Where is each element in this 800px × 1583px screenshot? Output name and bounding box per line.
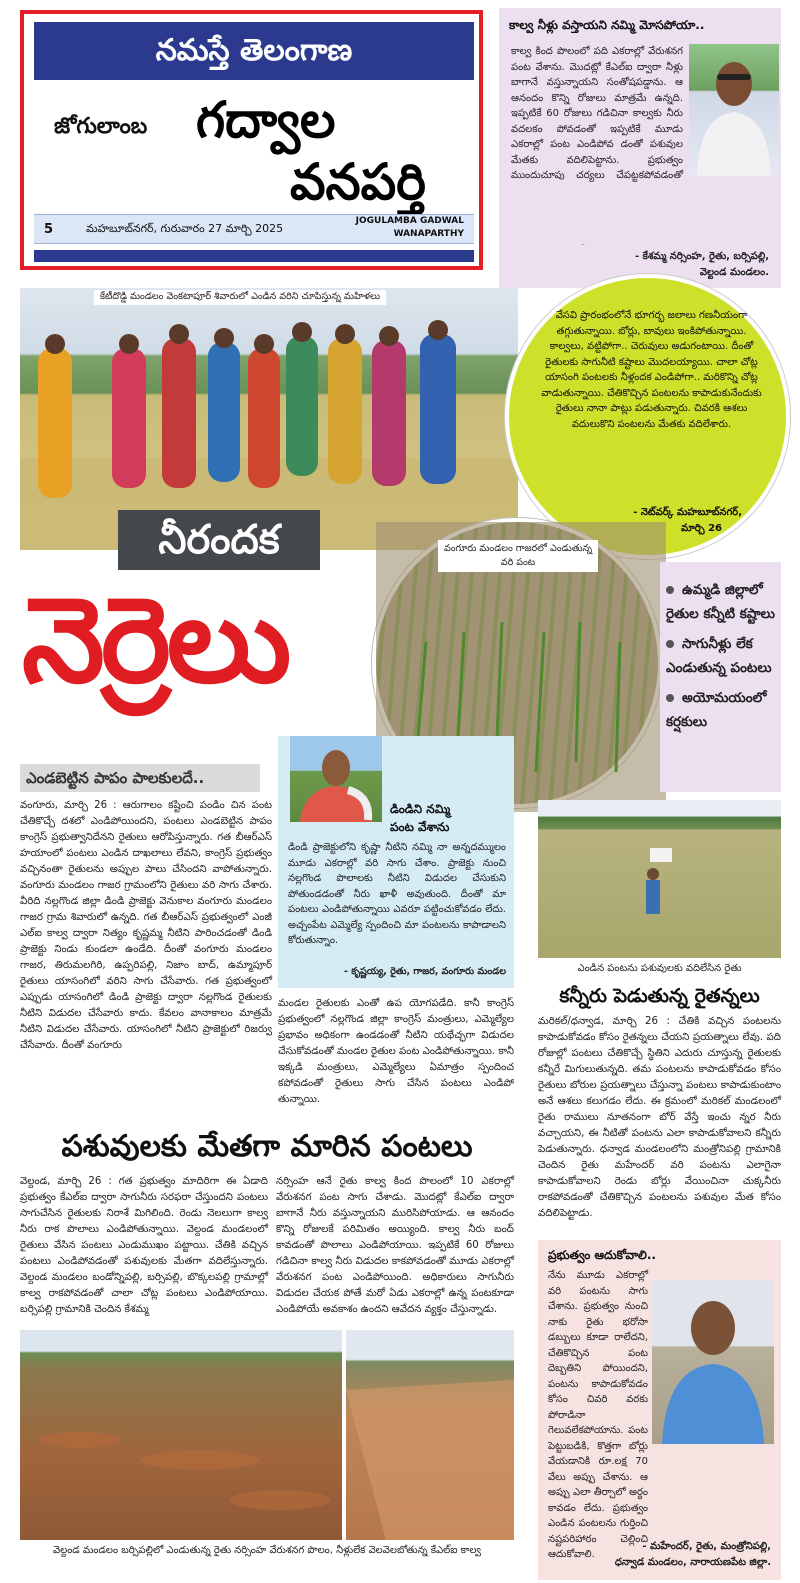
- farmer-portrait-icon: [652, 1280, 774, 1444]
- paper-name: నమస్తే తెలంగాణ: [34, 22, 474, 80]
- edition-big1: గద్వాల: [196, 91, 336, 149]
- top-quote-body: కాల్వ కింద పొలంలో పది ఎకరాల్లో వేరుశనగ పంట వేశాను. మొదట్లో కేఎల్‌ఐ ద్వారా నీళ్లు బాగానే వస్తున్నాయని సంతోషపడ్డాను. ఆ ఆనందం కొన్ని రోజులు మాత్రమే ఉన్నది. ఇప్పటికే 60 రోజులు గడిచినా కాల్వకు నీరు వదలకం పోవడంతో ఇప్పటికే మూడు ఎకరాల్లో పంట ఎండిపోవ డంతో పశువుల మేతకు వదిలిపెట్టాను. ప్రభుత్వం ముందుచూపు చర్యలు చేపట్టకపోవడంతో: [511, 46, 683, 181]
- farmer-portrait-icon: [689, 44, 779, 176]
- green-circle-source2: మార్చి 26: [681, 523, 722, 534]
- green-circle: [505, 274, 790, 559]
- masthead: [20, 10, 483, 270]
- headline-main: నెర్రెలు: [22, 571, 288, 709]
- dry-canal-illustration: [346, 1330, 514, 1540]
- green-circle-source1: - నెట్‌వర్క్ మహబూబ్‌నగర్,: [633, 507, 742, 518]
- farmer-with-cattle-illustration: [538, 800, 781, 958]
- edition-big2: వనపర్తి: [290, 153, 426, 211]
- section1-continued: మండల రైతులకు ఎంతో ఉప యోగపడేది. కానీ కాంగ్రెస్ ప్రభుత్వంలో నల్లగొండ జిల్లా కాంగ్రెస్ మంత్రులు, ఎమ్మెల్యేల ప్రభావం అధికంగా ఉండడంతో నీటిని యథేచ్ఛగా విడుదల చేసుకోవడంతో మండల రైతుల పంట ఎండిపోతున్నాయి. కానీ ఇక్కడి మంత్రులు, ఎమ్మెల్యేలు ఏమాత్రం స్పందించ కపోవడంతో రైతులు సాగు చేసిన పంటలు ఎండిపో తున్నాయి.: [278, 998, 514, 1105]
- bottom-quote-box: [538, 1240, 781, 1580]
- top-quote-source2: వెల్టండ మండలం.: [699, 267, 769, 278]
- section3-col2: నర్సింహ ఆనే రైతు కాల్వ కింద పొలంలో 10 ఎకరాల్లో వేరుశనగ పంట సాగు చేశాడు. మొదట్లో కేఎల్‌ఐ ద్వారా బాగానే నీరు వస్తున్నాయని మురిసిపోయాడు. ఆ ఆనందం కొన్ని రోజులకే పరిమితం అయ్యింది. కాల్వ నీరు బంద్ కావడంతో పొలాలు ఎండిపోయాయి. ఇప్పటికే 60 రోజులు గడిచినా కాల్వ నీరు విడుదల కాకపోవడంతో మూడు ఎకరాల్లో వేరుశనగ పంట ఎండిపోయింది. అధికారులు సాగునీరు విడుదల చేయక పోతే మరో ఏడు ఎకరాల్లో ఉన్న పంటకూడా ఎండిపోయే అవకాశం ఉందని ఆవేదన వ్యక్తం చేస్తున్నాడు.: [276, 1176, 514, 1315]
- bottom-quote-source1: - మహేందర్, రైతు, మంత్రోనిపల్లి,: [642, 1541, 771, 1552]
- bullet-item: అయోమయంలో కర్షకులు: [666, 690, 767, 730]
- green-circle-text: వేసవి ప్రారంభంలోనే భూగర్భ జలాలు గణనీయంగా తగ్గుతున్నాయి. బోర్లు, బావులు ఇంకిపోతున్నాయి. కాల్వలు, వట్టిపోగా.. చెరువులు అడుగంటాయి. దీంతో రైతులకు సాగునీటి కష్టాలు మొదలయ్యాయి. చాలా చోట్ల యాసంగి పంటలకు నీళ్లందక ఎండిపోగా.. మరికొన్ని చోట్ల వాడుతున్నాయి. చేతికొచ్చిన పంటలను కాపాడుకునేందుకు రైతులు నానా పాట్లు పడుతున్నారు. చివరకి ఆశలు వదులుకొని పంటలను మేతకు వదిలేశారు.: [541, 310, 762, 430]
- bullet-item: ఉమ్మడి జిల్లాలో రైతుల కన్నీటి కష్టాలు: [666, 582, 775, 622]
- headline-tag: నీరందక: [118, 510, 320, 570]
- bottom-photo-caption: వెల్దండ మండలం బర్సిపల్లిలో ఎండుతున్న రైతు నర్సింహ వేరుశనగ పొలం, నీళ్లులేక వెలవెలబోతున్న కేఎల్‌ఐ కాల్వ: [20, 1544, 514, 1557]
- bottom-photo-right: [346, 1330, 514, 1540]
- circle-photo-caption: వంగూరు మండలం గాజరలో ఎండుతున్న వరి పంట: [438, 540, 598, 572]
- hero-photo-caption: కేటీదొడ్డి మండలం వెంకటాపూర్ శివారులో ఎండిన వరిని చూపిస్తున్న మహిళలు: [94, 290, 386, 305]
- section1-heading: ఎండబెట్టిన పాపం పాలకులదే..: [20, 764, 260, 792]
- section3-heading: పశువులకు మేతగా మారిన పంటలు: [61, 1129, 473, 1164]
- section2-heading: కన్నీరు పెడుతున్న రైతన్నలు: [559, 985, 760, 1007]
- bullet-dot-icon: [666, 694, 674, 702]
- farmer-quote-source: - కృష్ణయ్య, రైతు, గాజర, వంగూరు మండల: [344, 966, 506, 977]
- page-number: 5: [44, 222, 54, 237]
- right-photo: [538, 800, 781, 958]
- section3-col1: వెల్దండ, మార్చి 26 : గత ప్రభుత్వం మాదిరిగా ఈ ఏడాది ప్రభుత్వం కేఎల్‌ఐ ద్వారా సాగునీరు సరఫరా చేస్తుందని పంటలు సాగుచేసిన రైతులకు నిరాశే మిగిలింది. రెండు నెలలుగా కాల్వ నీరు రాక పొలాలు ఎండిపోతున్నాయి. వెల్దండ మండలంలో రైతులు వేసిన పంటలు ఎండుముఖం పట్టాయి. చేతికి వచ్చిన పంటలు ఎండిపోవడంతో పశువులకు మేతగా వదిలేస్తున్నారు. వెల్దండ మండలం బండోన్నిపల్లి, బర్సిపల్లి, బొక్కలపల్లి గ్రామాల్లో కాల్వ రాకపోవడంతో చాలా చోట్ల పంటలు ఎండిపోయాయి. బర్సిపల్లి గ్రామానికి చెందిన కేశమ్మ: [20, 1176, 268, 1315]
- dry-groundnut-field-illustration: [20, 1330, 342, 1540]
- edition-en2: WANAPARTHY: [393, 229, 464, 239]
- farmer-quote-body: డిండి ప్రాజెక్టులోని కృష్ణా నీటిని నమ్మి నా అన్నదమ్ములం మూడు ఎకరాల్లో వరి సాగు చేశాం. ప్రాజెక్టు నుంచి నల్లగొండ పొలాలకు నీటిని విడుదల చేసుకుని పోతుండడంతో నీరు ఖాళీ అవుతుంది. దీంతో మా పంటలు ఎండిపోతున్నాయి ఎవరూ పట్టించుకోవడం లేదు. అచ్చంపేట ఎమ్మెల్యే స్పందించి మా పంటలను కాపాడాలని కోరుతున్నాం.: [288, 842, 506, 946]
- bullet-box: [660, 562, 781, 792]
- bottom-quote-photo: [652, 1280, 774, 1444]
- right-photo-caption: ఎండిన పంటను పశువులకు వదిలేసిన రైతు: [538, 962, 781, 975]
- bottom-quote-heading: ప్రభుత్వం ఆదుకోవాలి..: [548, 1248, 656, 1262]
- dateline: మహబూబ్‌నగర్, గురువారం 27 మార్చి 2025: [86, 222, 284, 235]
- section1-body: వంగూరు, మార్చి 26 : ఆరుగాలం కష్టించి పండిం చిన పంట చేతికొచ్చే దశలో ఎండిపోయిందని, పంటలు ఎండబెట్టిన పాపం కాంగ్రెస్ ప్రభుత్వానిదేనని రైతులు ఆరోపిస్తున్నారు. గత బీఆర్‌ఎస్ హయాంలో పంటలు ఎండిన దాఖలాలు లేవని, కాంగ్రెస్ ప్రభుత్వం వచ్చినంతా రైతులను అప్పుల పాలు చేసిందని వాపోతున్నారు. వంగూరు మండలం గాజర గ్రామంలోని రైతులు వరి సాగు చేశారు. వీరిది నల్లగొండ జిల్లా డిండి ప్రాజెక్టు వెనుకాల వంగూరు మండలం గాజర గ్రామ శివారులో ఉన్నది. గత బీఆర్‌ఎస్ ప్రభుత్వంలో ఎంజీ ఎల్‌ఐ కాల్వ ద్వారా నిత్యం కృష్ణమ్మ నీటిని పారించడంతో డిండి ప్రాజెక్టు నిండు కుండలా ఉండేది. దీంతో వంగూరు మండలం గాజర, తిరుమలగిరి, ఉప్పరిపల్లి, నిజాం బాద్, ఉమ్మాపూర్ రైతులు యాసంగిలో వరిని సాగు చేసేవారు. గత ప్రభుత్వంలో ఎప్పుడు యాసంగిలో డిండి ప్రాజెక్టు ద్వారా నల్లగొండ రైతులకు నీటిని విడుదల చేసేవారు కాదు. కేవలం వానాకాలం మాత్రమే నీటిని విడుదల చేసేవారు. యాసంగిలో నీటిని ప్రాజెక్టులో రిజర్వు చేసేవారు. దీంతో వంగూరు: [20, 800, 272, 1051]
- farmer-portrait-icon: [290, 736, 382, 822]
- top-quote-body-wide: [511, 184, 773, 244]
- top-quote-source1: - కేశమ్మ నర్సింహ, రైతు, బర్సిపల్లి,: [635, 251, 769, 262]
- farmer-quote-photo: [290, 736, 382, 822]
- bottom-quote-source2: ధన్వాడ మండలం, నారాయణపేట జిల్లా.: [614, 1557, 771, 1568]
- top-quote-photo: [689, 44, 779, 176]
- bullet-dot-icon: [666, 640, 674, 648]
- bottom-photo-left: [20, 1330, 342, 1540]
- bottom-quote-body-narrow: నేను మూడు ఎకరాల్లో వరి పంటను సాగు చేశాను. ప్రభుత్వం నుంచి నాకు రైతు భరోసా డబ్బులు కూడా రాలేదని, చేతికొచ్చిన పంట దెబ్బతిని పోయిందని, పంటను కాపాడుకోవడం కోసం చివరి వరకు పోరాడినా గెలువలేకపోయాను. పంట పెట్టుబడికి, కొత్తగా బోర్లు వేయడానికి రూ.లక్ష 70 వేలు అప్పు చేశాను. ఆ అప్పు ఎలా తీర్చాలో అర్థం కావడం లేదు. ప్రభుత్వం ఎండిన పంటలను గుర్తించి నష్టపరిహారం చెల్లించి ఆదుకోవాలి.: [548, 1270, 648, 1560]
- edition-en1: JOGULAMBA GADWAL: [355, 216, 464, 226]
- top-quote-box: [499, 8, 781, 288]
- masthead-inner: [28, 18, 475, 262]
- bullet-dot-icon: [666, 586, 674, 594]
- top-quote-heading: కాల్వ నీళ్లు వస్తాయని నమ్మి మోసపోయా..: [509, 18, 705, 32]
- edition-small: జోగులాంబ: [54, 114, 148, 139]
- farmer-quote-heading1: డిండిని నమ్మి: [390, 802, 451, 816]
- masthead-bottom-bar: [34, 250, 474, 262]
- bullet-item: సాగునీళ్లు లేక ఎండుతున్న పంటలు: [666, 636, 772, 676]
- farmer-quote-box: [278, 736, 514, 988]
- section2-body: మరికల్/ధన్వాడ, మార్చి 26 : చేతికి వచ్చిన పంటలను కాపాడుకోవడం కోసం రైతన్నలు చేయని ప్రయత్నాలు లేవు. పది రోజుల్లో పంటలు చేతికొచ్చే స్థితిని ఎదురు చూస్తున్న రైతులకు కన్నీరే మిగులుతున్నది. తమ పంటలను కాపాడుకోవడం కోసం రైతులు బోరుల ప్రయత్నాలు చేస్తున్నా పంటలు కాపాడుకుంటాం అనే ఆశలు కలుగడం లేదు. ఈ క్రమంలో మరికల్ మండలంలో రైతు రాములు నూతనంగా బోర్ వేస్తే ఇంచు న్నర నీరు వచ్చాయని, ఈ నీటితో పంటను ఎలా కాపాడుకోవాలని కన్నీరు పెడుతున్నారు. ధన్వాడ మండలంలోని మంత్రోనిపల్లి గ్రామానికి చెందిన రైతు మహేందర్ వరి పంటను ఎలాగైనా కాపాడుకోవాలని రెండు బోర్లు వేయించినా చుక్కనీరు రాకపోవడంతో చేతికొచ్చిన పంటలను పశువుల మేత కోసం వదిలిపెట్టాడు.: [538, 1016, 781, 1219]
- farmer-quote-heading2: పంట వేశాను: [390, 820, 450, 834]
- date-strip: [34, 214, 474, 244]
